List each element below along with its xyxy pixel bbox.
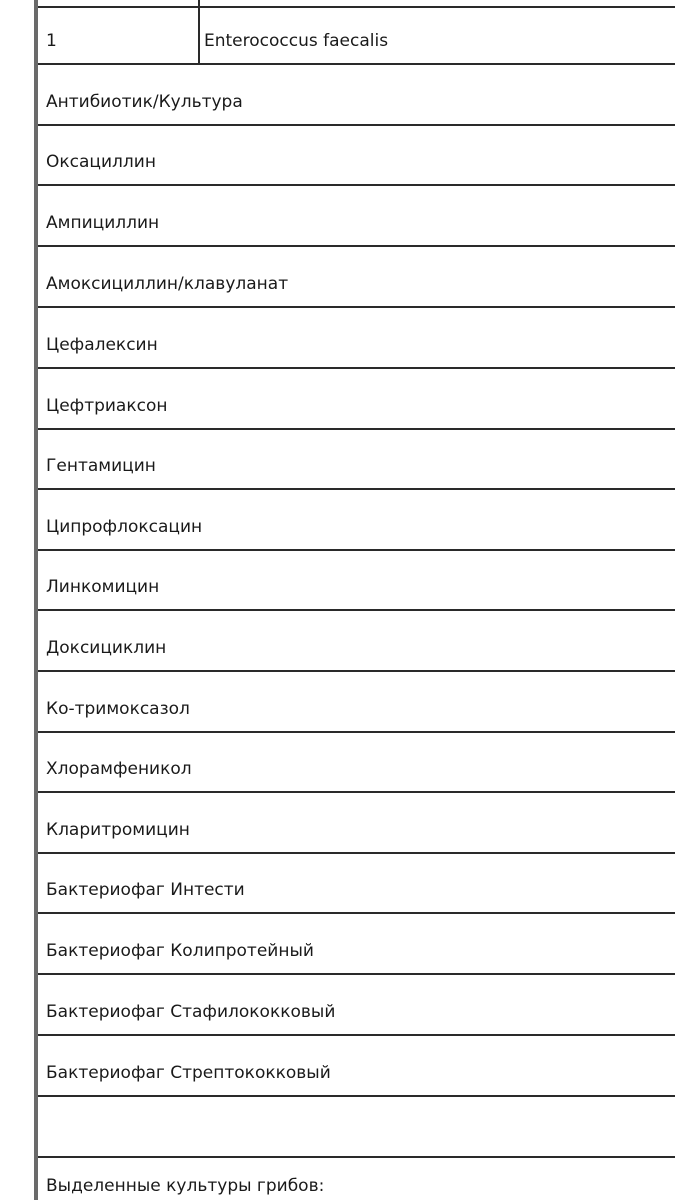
table-row [38, 551, 675, 611]
antibiotic-name: Линкомицин [46, 577, 160, 597]
table-row [38, 490, 675, 551]
table-header-row [38, 65, 675, 126]
antibiotic-name: Кларитромицин [46, 820, 190, 840]
table-row [38, 793, 675, 854]
antibiotic-name: Бактериофаг Интести [46, 880, 245, 900]
table-row [38, 1036, 675, 1097]
culture-row [38, 6, 675, 65]
table-row [38, 975, 675, 1036]
table-row [38, 369, 675, 430]
antibiotic-name: Цефалексин [46, 335, 158, 355]
table-row [38, 247, 675, 308]
antibiotic-name: Бактериофаг Стрептококковый [46, 1063, 331, 1083]
table-row [38, 430, 675, 490]
table-row [38, 186, 675, 247]
fungi-row [38, 1158, 675, 1200]
table-row [38, 672, 675, 733]
antibiotic-name: Гентамицин [46, 456, 156, 476]
table-row [38, 914, 675, 975]
antibiotic-name: Ципрофлоксацин [46, 517, 203, 537]
culture-number: 1 [46, 31, 57, 51]
sensitivity-table [38, 0, 675, 1200]
antibiotic-name: Бактериофаг Колипротейный [46, 941, 314, 961]
table-row [38, 611, 675, 672]
antibiotic-name: Хлорамфеникол [46, 759, 192, 779]
header-label: Антибиотик/Культура [46, 92, 243, 112]
antibiotic-name: Доксициклин [46, 638, 167, 658]
table-row [38, 126, 675, 186]
antibiotic-name: Амоксициллин/клавуланат [46, 274, 289, 294]
column-divider [198, 8, 200, 63]
table-row [38, 733, 675, 793]
antibiotic-name: Оксациллин [46, 152, 156, 172]
table-row [38, 308, 675, 369]
antibiotic-name: Ампициллин [46, 213, 160, 233]
antibiotic-name: Ко-тримоксазол [46, 699, 190, 719]
table-row [38, 854, 675, 914]
culture-organism: Enterococcus faecalis [204, 31, 389, 51]
fungi-label: Выделенные культуры грибов: [46, 1176, 325, 1196]
empty-row [38, 1097, 675, 1158]
antibiotic-name: Бактериофаг Стафилококковый [46, 1002, 336, 1022]
antibiotic-name: Цефтриаксон [46, 396, 168, 416]
